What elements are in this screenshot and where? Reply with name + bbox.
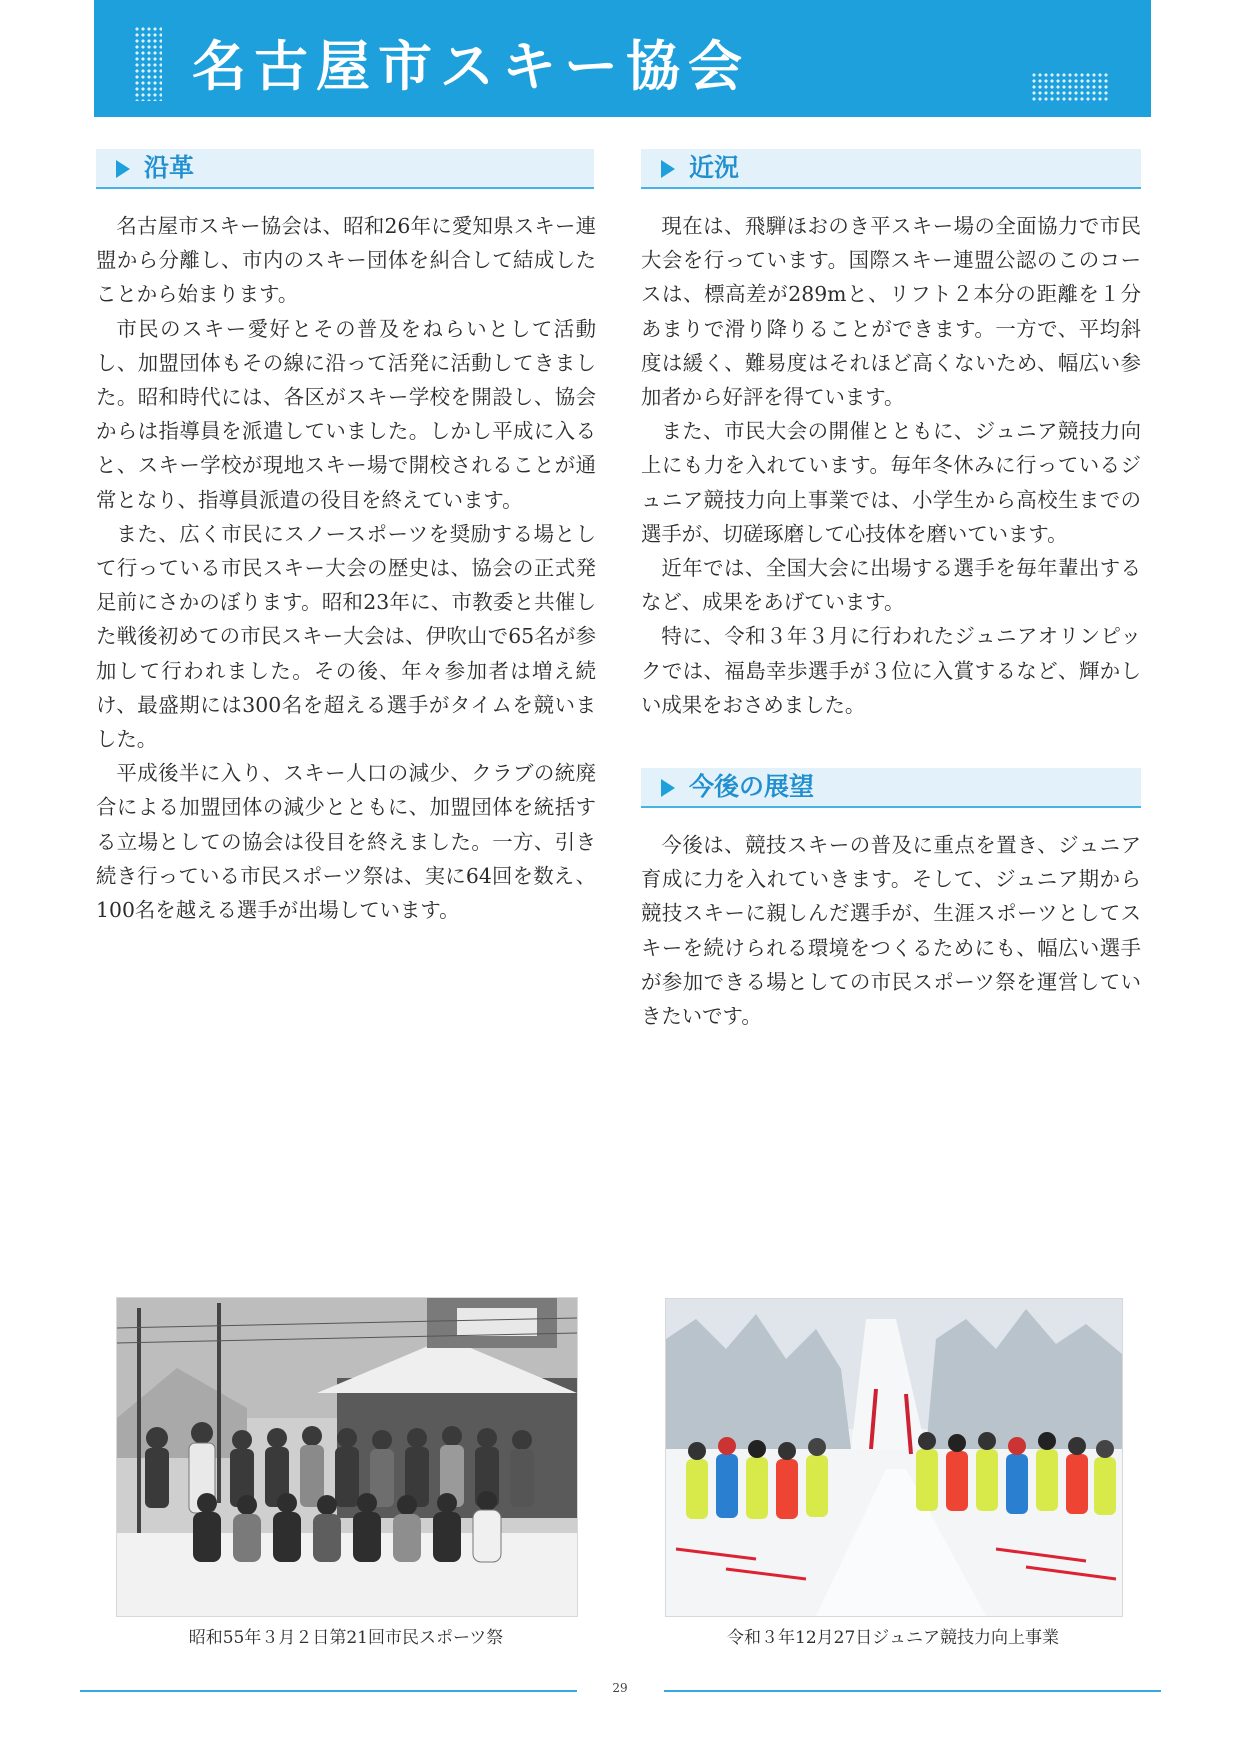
paragraph: 現在は、飛騨ほおのき平スキー場の全面協力で市民大会を行っています。国際スキー連盟公認のこのコースは、標高差が289mと、リフト２本分の距離を１分あまりで滑り降りることができます。一方で、平均斜度は緩く、難易度はそれほど高くないため、幅広い参加者から好評を得ています。 (641, 214, 1141, 410)
section-heading-label: 近況 (689, 153, 740, 182)
footer-rule-right (664, 1690, 1161, 1692)
section-heading-recent (641, 149, 1141, 189)
group-photo-color-ski-slope (665, 1298, 1123, 1617)
paragraph: 近年では、全国大会に出場する選手を毎年輩出するなど、成果をあげています。 (641, 556, 1141, 615)
page-number: 29 (612, 1681, 628, 1695)
dot-pattern-decoration (134, 26, 162, 101)
triangle-bullet-icon (116, 160, 130, 178)
paragraph: 特に、令和３年３月に行われたジュニアオリンピックでは、福島幸歩選手が３位に入賞するなど、輝かしい成果をおさめました。 (641, 624, 1141, 717)
triangle-bullet-icon (661, 779, 675, 797)
paragraph: 市民のスキー愛好とその普及をねらいとして活動し、加盟団体もその線に沿って活発に活動してきました。昭和時代には、各区がスキー学校を開設し、協会からは指導員を派遣していました。しかし平成に入ると、スキー学校が現地スキー場で開校されることが通常となり、指導員派遣の役目を終えています。 (96, 316, 596, 512)
paragraph: 今後は、競技スキーの普及に重点を置き、ジュニア育成に力を入れていきます。そして、ジュニア期から競技スキーに親しんだ選手が、生涯スポーツとしてスキーを続けられる環境をつくるためにも、幅広い選手が参加できる場としての市民スポーツ祭を運営していきたいです。 (641, 833, 1141, 1029)
recent-body (641, 209, 1141, 722)
dot-pattern-decoration (1031, 72, 1109, 102)
page-title: 名古屋市スキー協会 (192, 35, 750, 98)
paragraph: 平成後半に入り、スキー人口の減少、クラブの統廃合による加盟団体の減少とともに、加盟団体を統括する立場としての協会は役目を終えました。一方、引き続き行っている市民スポーツ祭は、実に64回を数え、100名を越える選手が出場しています。 (96, 761, 596, 923)
outlook-body (641, 828, 1141, 1033)
title-banner (94, 0, 1151, 117)
section-heading-label: 沿革 (144, 153, 195, 182)
paragraph: 名古屋市スキー協会は、昭和26年に愛知県スキー連盟から分離し、市内のスキー団体を糾合して結成したことから始まります。 (96, 214, 596, 307)
photo-caption: 令和３年12月27日ジュニア競技力向上事業 (727, 1628, 1059, 1648)
triangle-bullet-icon (661, 160, 675, 178)
section-heading-label: 今後の展望 (689, 772, 815, 801)
section-heading-history (96, 149, 594, 189)
group-photo-monochrome (116, 1297, 578, 1617)
section-heading-outlook (641, 768, 1141, 808)
paragraph: また、広く市民にスノースポーツを奨励する場として行っている市民スキー大会の歴史は、協会の正式発足前にさかのぼります。昭和23年に、市教委と共催した戦後初めての市民スキー大会は、伊吹山で65名が参加して行われました。その後、年々参加者は増え続け、最盛期には300名を超える選手がタイムを競いました。 (96, 521, 596, 752)
footer-rule-left (80, 1690, 577, 1692)
history-body (96, 209, 596, 927)
photo-caption: 昭和55年３月２日第21回市民スポーツ祭 (188, 1628, 504, 1648)
paragraph: また、市民大会の開催とともに、ジュニア競技力向上にも力を入れています。毎年冬休みに行っているジュニア競技力向上事業では、小学生から高校生までの選手が、切磋琢磨して心技体を磨いています。 (641, 419, 1141, 546)
